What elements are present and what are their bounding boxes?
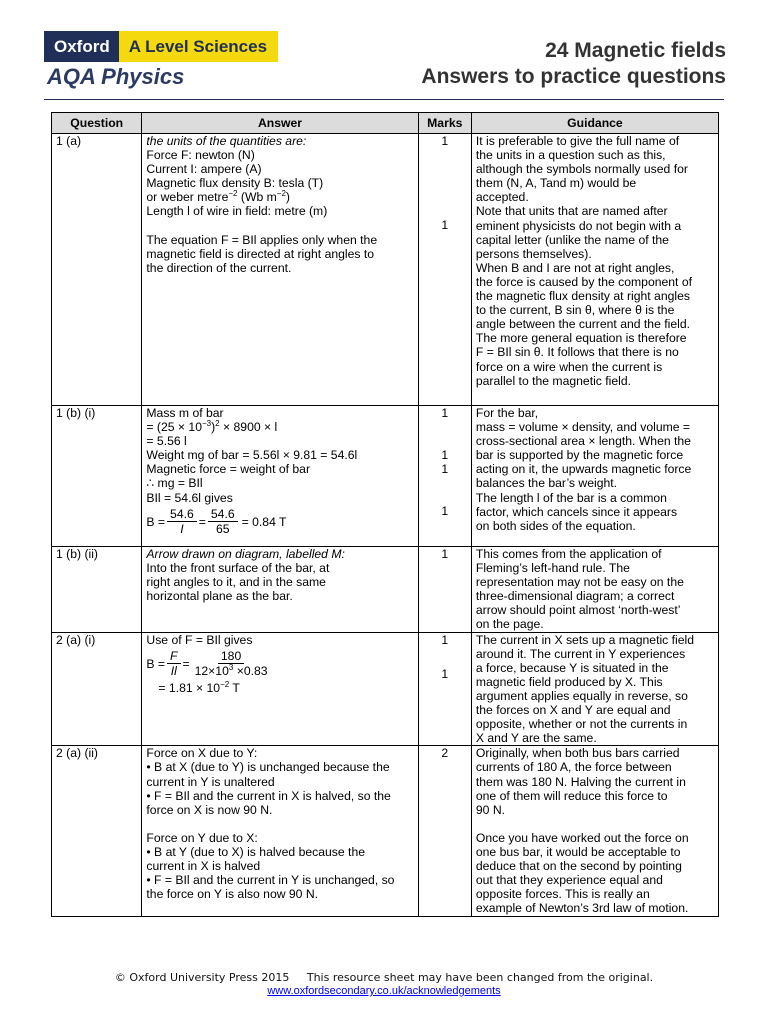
mark-value: 1 — [441, 632, 449, 647]
fraction: $\frac{F}{Il}$ — [167, 649, 180, 678]
guidance-line: a force, because Y is situated in the — [475, 660, 669, 675]
guidance-line: eminent physicists do not begin with a — [475, 218, 682, 233]
table-row — [52, 547, 719, 633]
guidance-line: representation may not be easy on the — [475, 575, 684, 590]
guidance-line: Note that units that are named after — [475, 204, 668, 219]
answer-line: ∴ mg = BIl — [146, 476, 203, 491]
guidance-line: F = BIl sin θ. It follows that there is no — [475, 345, 679, 360]
answer-line: = $(25 \times 10^{-3})^2 \times 8900 \times l$ — [146, 419, 278, 435]
mark-value: 1 — [441, 406, 449, 420]
fraction: $\frac{54.6}{I}$ — [167, 507, 197, 536]
guidance-line: capital letter (unlike the name of the — [475, 232, 669, 247]
guidance-cell — [471, 547, 718, 633]
header-answer: Answer — [142, 113, 418, 134]
guidance-line: argument applies equally in reverse, so — [475, 688, 688, 703]
question-cell: 1 (b) (i) — [52, 406, 142, 547]
fraction: $\frac{180}{12\times 10^3 \times 0.83}$ — [194, 649, 268, 679]
mark-value: 1 — [441, 218, 449, 233]
answer-line: • F = BIl and the current in Y is unchanged, so — [146, 873, 395, 888]
guidance-cell — [471, 632, 718, 746]
question-cell: 2 (a) (ii) — [52, 746, 142, 917]
answer-line: Arrow drawn on diagram, labelled M: — [146, 547, 345, 561]
answer-line: or weber metre$^{-2}$ (Wb $m^{-2}$) — [146, 189, 290, 205]
guidance-line: balances the bar’s weight. — [475, 476, 618, 491]
guidance-line: to the current, B sin θ, where θ is the — [475, 303, 675, 318]
header-guidance: Guidance — [471, 113, 718, 134]
answer-cell — [142, 746, 418, 917]
guidance-line: out that they experience equal and — [475, 873, 663, 888]
guidance-line: the forces on X and Y are equal and — [475, 703, 671, 718]
guidance-line: acting on it, the upwards magnetic force — [475, 462, 692, 477]
table-row — [52, 746, 719, 917]
guidance-line: around it. The current in Y experiences — [475, 646, 686, 661]
answer-line: current in Y is unaltered — [146, 774, 275, 789]
equation: B = $\frac{F}{Il}$ = $\frac{180}{12\times 10^3 \times 0.83}$ — [146, 647, 413, 681]
answer-line: Force on X due to Y: — [146, 746, 258, 761]
answer-line: Use of F = BIl gives — [146, 632, 253, 647]
guidance-line: three-dimensional diagram; a correct — [475, 589, 675, 604]
guidance-line: accepted. — [475, 190, 529, 205]
guidance-line: magnetic field produced by X. This — [475, 674, 663, 689]
answer-line: the force on Y is also now 90 N. — [146, 887, 319, 902]
question-cell: 1 (a) — [52, 134, 142, 406]
answer-line: BIl = 54.6l gives — [146, 490, 233, 505]
header-divider — [44, 99, 724, 100]
guidance-line: 90 N. — [475, 802, 506, 817]
guidance-line: example of Newton’s 3rd law of motion. — [475, 901, 689, 916]
guidance-line: The more general equation is therefore — [475, 331, 687, 346]
guidance-line: them was 180 N. Halving the current in — [475, 774, 686, 789]
answer-line: the units of the quantities are: — [146, 134, 307, 148]
answer-line: The equation F = BIl applies only when the — [146, 232, 378, 247]
marks-cell — [418, 632, 471, 746]
guidance-line: opposite forces. This is really an — [475, 887, 650, 902]
brand-logo — [44, 31, 278, 62]
guidance-line: For the bar, — [475, 406, 539, 420]
guidance-line: When B and I are not at right angles, — [475, 260, 675, 275]
answer-cell — [142, 406, 418, 547]
guidance-line: mass = volume × density, and volume = — [475, 420, 691, 435]
answer-line: current in X is halved — [146, 858, 261, 873]
guidance-line: although the symbols normally used for — [475, 162, 688, 177]
guidance-line: force on a wire when the current is — [475, 359, 663, 374]
answer-line: Magnetic flux density B: tesla (T) — [146, 176, 324, 191]
guidance-line: currents of 180 A, the force between — [475, 760, 672, 775]
guidance-line: Once you have worked out the force on — [475, 830, 689, 845]
guidance-line: cross-sectional area × length. When the — [475, 434, 691, 449]
answers-table — [51, 112, 719, 917]
guidance-cell — [471, 746, 718, 917]
guidance-line: This comes from the application of — [475, 547, 662, 561]
question-cell: 1 (b) (ii) — [52, 547, 142, 633]
mark-value: 1 — [441, 462, 449, 477]
guidance-line: It is preferable to give the full name of — [475, 134, 680, 148]
guidance-line: The length l of the bar is a common — [475, 490, 667, 505]
answer-line: force on X is now 90 N. — [146, 802, 273, 817]
marks-cell — [418, 134, 471, 406]
guidance-line: Originally, when both bus bars carried — [475, 746, 680, 761]
answer-line: Weight mg of bar = 5.56l × 9.81 = 54.6l — [146, 448, 358, 463]
mark-value: 1 — [441, 504, 449, 519]
fraction: $\frac{54.6}{65}$ — [208, 507, 238, 536]
answer-line: Force F: newton (N) — [146, 148, 255, 163]
header-marks: Marks — [418, 113, 471, 134]
answer-line: • B at X (due to Y) is unchanged because the — [146, 760, 390, 775]
guidance-line: parallel to the magnetic field. — [475, 373, 632, 388]
equation: B = $\frac{54.6}{I}$ = $\frac{54.6}{65}$ = 0.84 T — [146, 507, 287, 537]
page-title-chapter: 24 Magnetic fields — [545, 39, 726, 62]
guidance-line: bar is supported by the magnetic force — [475, 448, 684, 463]
guidance-line: the units in a question such as this, — [475, 148, 666, 163]
header-question: Question — [52, 113, 142, 134]
guidance-cell — [471, 406, 718, 547]
answer-line: = $1.81 \times 10^{-2}$ T — [158, 679, 240, 695]
table-header-row — [52, 113, 719, 134]
marks-cell — [418, 406, 471, 547]
answer-line: Length l of wire in field: metre (m) — [146, 204, 328, 219]
answer-cell — [142, 547, 418, 633]
table-row — [52, 406, 719, 547]
guidance-line: Fleming’s left-hand rule. The — [475, 561, 630, 576]
answer-line: Mass m of bar — [146, 406, 224, 420]
guidance-line: arrow should point almost ‘north-west’ — [475, 603, 681, 618]
answer-line: • B at Y (due to X) is halved because the — [146, 844, 365, 859]
answer-line: Into the front surface of the bar, at — [146, 561, 330, 576]
page-title — [421, 38, 726, 90]
copyright-notice: © Oxford University Press 2015 This resource sheet may have been changed from the original. — [114, 971, 654, 984]
table-row — [52, 632, 719, 746]
mark-value: 1 — [441, 666, 449, 681]
answer-cell — [142, 632, 418, 746]
guidance-line: deduce that on the second by pointing — [475, 858, 682, 873]
answer-cell — [142, 134, 418, 406]
mark-value: 1 — [441, 448, 449, 463]
answer-line: right angles to it, and in the same — [146, 575, 326, 590]
guidance-line: the force is caused by the component of — [475, 274, 692, 289]
answer-line: Current I: ampere (A) — [146, 162, 262, 177]
subject-title: AQA Physics — [47, 64, 185, 89]
guidance-line: opposite, whether or not the currents in — [475, 717, 688, 732]
page-title-subtitle: Answers to practice questions — [421, 65, 726, 88]
guidance-line: the magnetic flux density at right angles — [475, 289, 690, 304]
guidance-line: persons themselves). — [475, 246, 592, 261]
answer-line: horizontal plane as the bar. — [146, 589, 293, 604]
marks-cell — [418, 746, 471, 917]
logo-oxford: Oxford — [44, 31, 119, 62]
guidance-line: on both sides of the equation. — [475, 518, 636, 533]
mark-value: 1 — [441, 547, 449, 561]
marks-cell — [418, 547, 471, 633]
answer-line: magnetic field is directed at right angles to — [146, 246, 375, 261]
question-cell: 2 (a) (i) — [52, 632, 142, 746]
mark-value: 1 — [441, 134, 449, 148]
guidance-line: The current in X sets up a magnetic field — [475, 632, 695, 647]
acknowledgements-link[interactable]: www.oxfordsecondary.co.uk/acknowledgements — [267, 985, 501, 997]
mark-value: 2 — [441, 746, 449, 761]
guidance-line: angle between the current and the field. — [475, 317, 690, 332]
table-row — [52, 134, 719, 406]
guidance-cell — [471, 134, 718, 406]
answer-line: • F = BIl and the current in X is halved, so the — [146, 788, 391, 803]
guidance-line: factor, which cancels since it appears — [475, 504, 678, 519]
answer-line: Force on Y due to X: — [146, 830, 258, 845]
guidance-line: on the page. — [475, 617, 544, 632]
guidance-line: one of them will reduce this force to — [475, 788, 668, 803]
answer-line: the direction of the current. — [146, 260, 292, 275]
guidance-line: them (N, A, Tand m) would be — [475, 176, 637, 191]
guidance-line: X and Y are the same. — [475, 731, 597, 746]
answer-line: Magnetic force = weight of bar — [146, 462, 311, 477]
logo-series: A Level Sciences — [119, 31, 278, 62]
guidance-line: one bus bar, it would be acceptable to — [475, 844, 681, 859]
answer-line: = 5.56 l — [146, 434, 187, 449]
